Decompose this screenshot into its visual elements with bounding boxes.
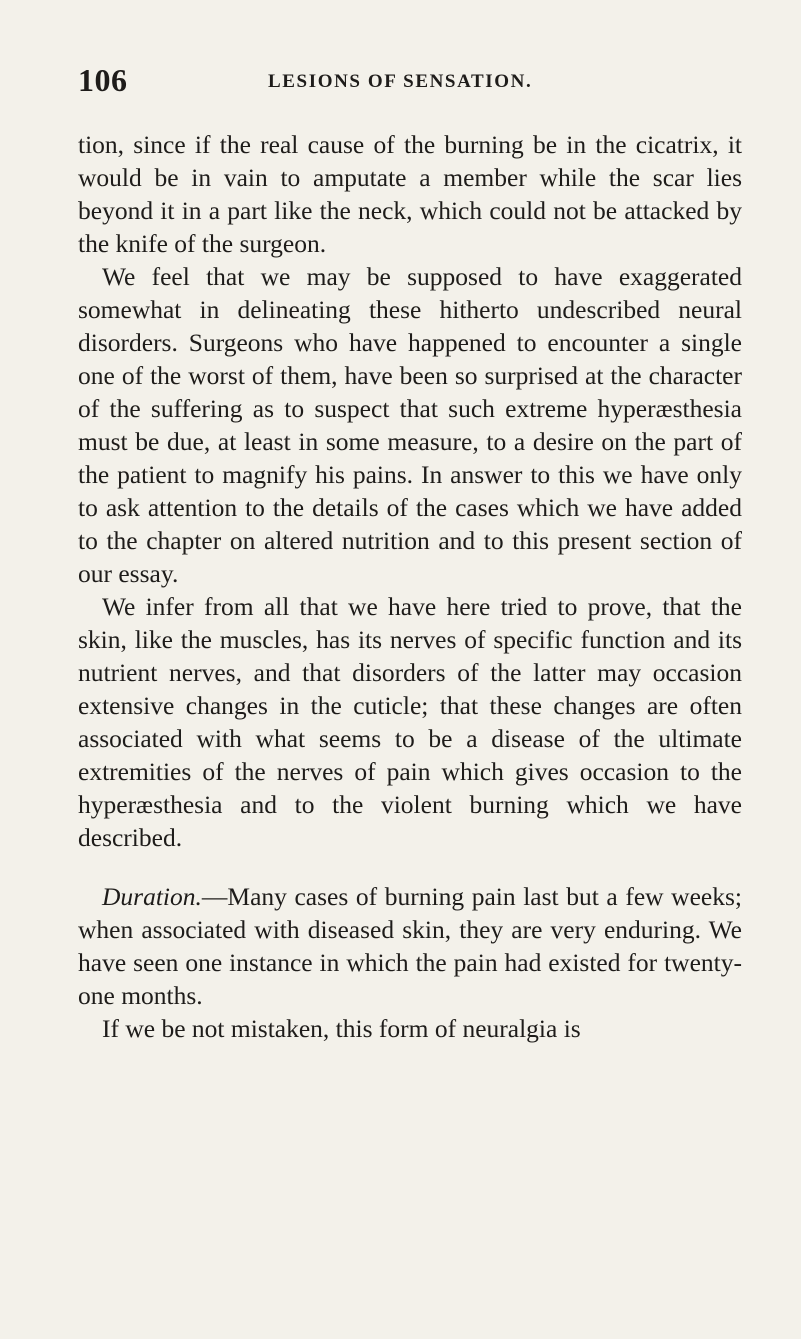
page-header (78, 62, 748, 102)
paragraph-duration (78, 880, 742, 1012)
paragraph-continuation: tion, since if the real cause of the burning be in the cicatrix, it would be in vain to amputate a member while the scar lies beyond it in a part like the neck, which could not be attacked by the knife of the surgeon. (78, 130, 742, 258)
duration-heading: Duration. (102, 882, 202, 911)
body-text (78, 128, 742, 1045)
paragraph-final: If we be not mistaken, this form of neuralgia is (102, 1014, 581, 1043)
paragraph-exaggeration: We feel that we may be supposed to have exaggerated somewhat in delineating these hitherto undescribed neural disorders. Surgeons who have happened to encounter a single one of the worst of them, have been so surprised at the character of the suffering as to suspect that such extreme hyperæsthesia must be due, at least in some measure, to a desire on the part of the patient to magnify his pains. In answer to this we have only to ask attention to the details of the cases which we have added to the chapter on altered nutrition and to this present section of our essay. (78, 262, 742, 588)
running-title: LESIONS OF SENSATION. (268, 71, 533, 92)
paragraph-inference: We infer from all that we have here tried to prove, that the skin, like the muscles, has its nerves of specific function and its nutrient nerves, and that disorders of the latter may occasion extensive changes in the cuticle; that these changes are often associated with what seems to be a disease of the ultimate extremities of the nerves of pain which gives occasion to the hyperæsthesia and to the violent burning which we have described. (78, 592, 742, 852)
page-number: 106 (78, 62, 128, 98)
duration-text: —Many cases of burning pain last but a few weeks; when associated with diseased skin, they are very enduring. We have seen one instance in which the pain had existed for twenty-one months. (78, 882, 742, 1010)
